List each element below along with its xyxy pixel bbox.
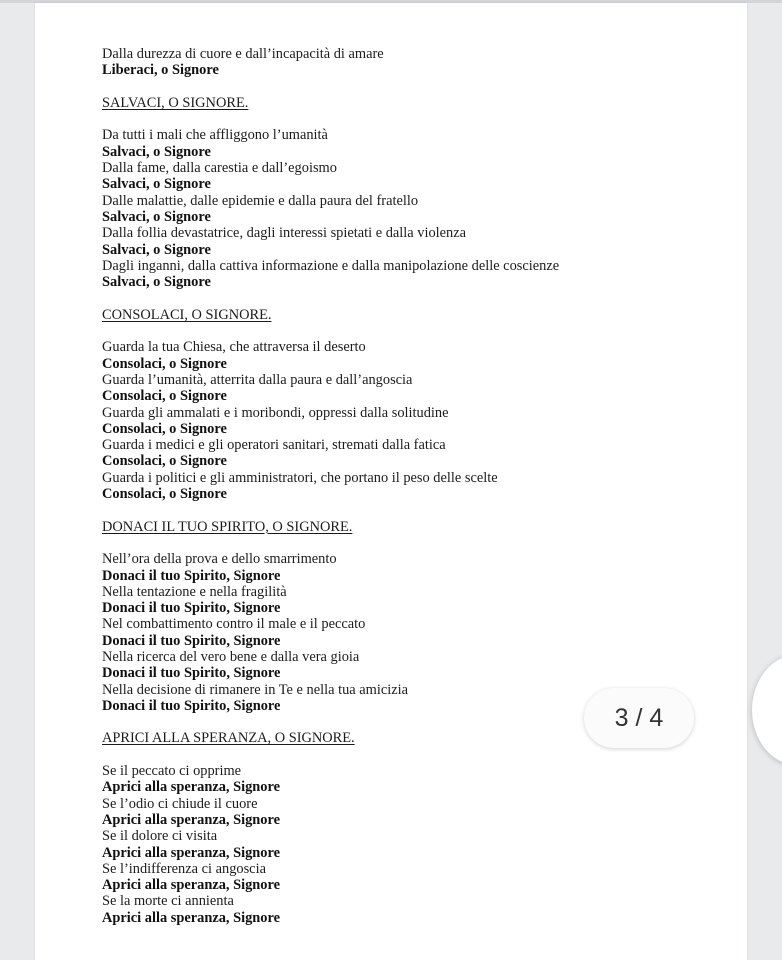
response-line: Consolaci, o Signore (102, 355, 227, 372)
section-heading: DONACI IL TUO SPIRITO, O SIGNORE. (102, 518, 353, 535)
invocation-line: Se la morte ci annienta (102, 893, 234, 910)
invocation-line: Dalla follia devastatrice, dagli interessi spietati e dalla violenza (102, 225, 467, 242)
document-page[interactable] (35, 3, 747, 960)
invocation-line: Dalla durezza di cuore e dall’incapacità di amare (102, 46, 384, 62)
response-line: Donaci il tuo Spirito, Signore (102, 665, 281, 682)
response-line: Salvaci, o Signore (102, 241, 211, 258)
response-line: Consolaci, o Signore (102, 388, 227, 405)
response-line: Consolaci, o Signore (102, 420, 227, 437)
response-line: Aprici alla speranza, Signore (102, 877, 281, 894)
response-line: Aprici alla speranza, Signore (102, 811, 281, 828)
section-heading: CONSOLACI, O SIGNORE. (102, 306, 272, 323)
invocation-line: Nella decisione di rimanere in Te e nella tua amicizia (102, 681, 408, 698)
invocation-line: Se l’indifferenza ci angoscia (102, 860, 266, 877)
invocation-line: Guarda gli ammalati e i moribondi, oppressi dalla solitudine (102, 404, 449, 421)
prayer-section (102, 519, 722, 715)
invocation-line: Dalla fame, dalla carestia e dall’egoismo (102, 160, 337, 177)
invocation-line: Dalle malattie, dalle epidemie e dalla paura del fratello (102, 192, 419, 209)
invocation-line: Nel combattimento contro il male e il peccato (102, 616, 366, 633)
invocation-line: Se il peccato ci opprime (102, 763, 242, 780)
invocation-line: Se il dolore ci visita (102, 828, 218, 845)
invocation-line: Se l’odio ci chiude il cuore (102, 795, 258, 812)
page-content (102, 46, 722, 926)
response-line: Salvaci, o Signore (102, 143, 211, 160)
page-indicator[interactable]: 3 / 4 (584, 688, 694, 748)
invocation-line: Guarda l’umanità, atterrita dalla paura e dall’angoscia (102, 371, 413, 388)
response-line: Donaci il tuo Spirito, Signore (102, 600, 281, 617)
prayer-section (102, 95, 722, 291)
response-line: Donaci il tuo Spirito, Signore (102, 697, 281, 714)
invocation-line: Nella ricerca del vero bene e dalla vera gioia (102, 648, 360, 665)
invocation-line: Nell’ora della prova e dello smarrimento (102, 551, 337, 568)
invocation-line: Guarda la tua Chiesa, che attraversa il deserto (102, 339, 366, 356)
invocation-line: Guarda i politici e gli amministratori, che portano il peso delle scelte (102, 469, 498, 486)
invocation-line: Da tutti i mali che affliggono l’umanità (102, 127, 328, 144)
response-line: Salvaci, o Signore (102, 208, 211, 225)
response-line: Salvaci, o Signore (102, 274, 211, 291)
prayer-section (102, 730, 722, 926)
response-line: Salvaci, o Signore (102, 176, 211, 193)
prayer-section (102, 46, 722, 79)
prayer-section (102, 307, 722, 503)
next-page-button[interactable] (752, 655, 782, 765)
response-line: Donaci il tuo Spirito, Signore (102, 632, 281, 649)
response-line: Aprici alla speranza, Signore (102, 844, 281, 861)
section-heading: APRICI ALLA SPERANZA, O SIGNORE. (102, 730, 355, 747)
response-line: Liberaci, o Signore (102, 62, 219, 79)
invocation-line: Nella tentazione e nella fragilità (102, 583, 287, 600)
response-line: Donaci il tuo Spirito, Signore (102, 567, 281, 584)
response-line: Aprici alla speranza, Signore (102, 909, 281, 926)
invocation-line: Dagli inganni, dalla cattiva informazione e dalla manipolazione delle coscienze (102, 257, 560, 274)
response-line: Consolaci, o Signore (102, 453, 227, 470)
invocation-line: Guarda i medici e gli operatori sanitari, stremati dalla fatica (102, 437, 446, 454)
response-line: Aprici alla speranza, Signore (102, 779, 281, 796)
response-line: Consolaci, o Signore (102, 486, 227, 503)
section-heading: SALVACI, O SIGNORE. (102, 94, 249, 111)
